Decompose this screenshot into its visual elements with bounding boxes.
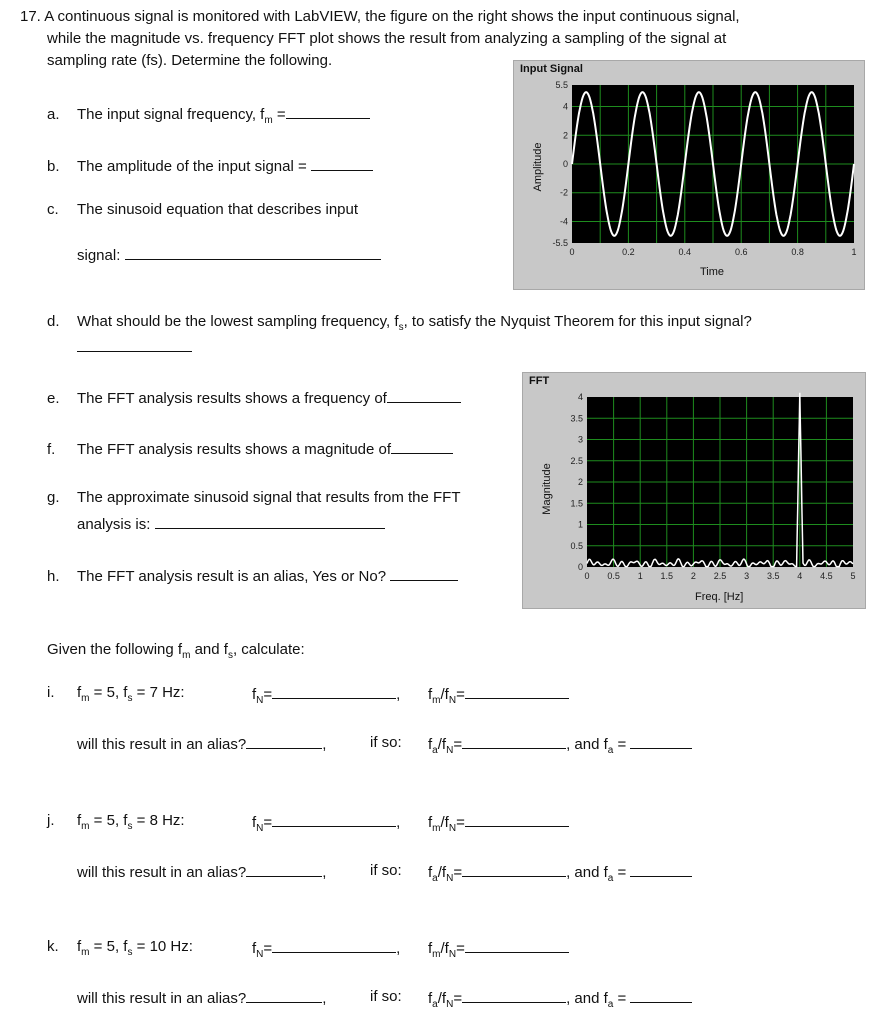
- fft-ytick-label: 2.5: [570, 455, 583, 466]
- comma: ,: [396, 686, 401, 703]
- question-text: analysis is:: [77, 516, 151, 533]
- fft-xtick-label: 1.5: [660, 571, 674, 581]
- alias-answer-blank[interactable]: [246, 862, 322, 877]
- answer-blank-d[interactable]: [77, 336, 192, 352]
- calc-fa-fn: [428, 862, 692, 884]
- subscript: m: [432, 823, 441, 834]
- input-xtick-label: 0.6: [734, 247, 748, 257]
- answer-blank-e[interactable]: [387, 388, 461, 403]
- fft-xtick-label: 0: [584, 571, 590, 581]
- input-xtick-label: 0.2: [622, 247, 635, 257]
- comma: ,: [322, 736, 327, 753]
- fa-fn-answer-blank[interactable]: [462, 862, 566, 877]
- comma: ,: [396, 940, 401, 957]
- fft-xtick-label: 4.5: [820, 571, 833, 581]
- calc-letter: j.: [47, 812, 55, 829]
- calc-fm-fn: [428, 812, 569, 834]
- calc-if-so: if so:: [370, 734, 402, 751]
- input-ytick-label: 4: [562, 101, 568, 112]
- fa-fn-answer-blank[interactable]: [462, 734, 566, 749]
- subscript: N: [446, 873, 454, 884]
- equals: =: [263, 686, 273, 703]
- fft-chart-ylabel: Magnitude: [541, 463, 553, 515]
- fa-fn-label: f: [428, 736, 433, 753]
- fa-answer-blank[interactable]: [630, 862, 692, 877]
- input-ytick-label: -5.5: [552, 238, 568, 248]
- fa-fn-label: /f: [437, 990, 447, 1007]
- input-ytick-label: -4: [559, 216, 568, 227]
- given-line: [47, 641, 305, 661]
- subscript: m: [182, 650, 191, 661]
- subscript: N: [448, 823, 457, 834]
- fa-fn-label: f: [428, 990, 433, 1007]
- fft-xtick-label: 1: [637, 571, 643, 581]
- fm-fn-answer-blank[interactable]: [465, 812, 569, 827]
- subscript: s: [227, 650, 233, 661]
- fm-fn-label: /f: [440, 940, 449, 957]
- fm-fn-label: f: [428, 686, 433, 703]
- question-letter: h.: [47, 568, 60, 585]
- calc-fn: [252, 812, 400, 834]
- question-letter: b.: [47, 158, 60, 175]
- fft-ytick-label: 3: [577, 434, 583, 445]
- fn-label: f: [252, 940, 257, 957]
- subscript: N: [448, 949, 457, 960]
- calc-alias-question: [77, 988, 326, 1007]
- input-ytick-label: -2: [559, 187, 568, 198]
- fa-answer-blank[interactable]: [630, 734, 692, 749]
- fft-ytick-label: 0.5: [570, 540, 583, 551]
- equals: =: [453, 990, 463, 1007]
- alias-question: will this result in an alias?: [77, 736, 247, 753]
- input-xtick-label: 0: [569, 247, 575, 257]
- calc-fs-value: = 8 Hz:: [132, 812, 185, 829]
- alias-question: will this result in an alias?: [77, 864, 247, 881]
- fft-ytick-label: 1.5: [570, 498, 583, 509]
- and-fa-label: , and f: [566, 864, 608, 881]
- answer-blank-c[interactable]: [125, 245, 381, 260]
- fn-answer-blank[interactable]: [272, 938, 396, 953]
- question-f: [47, 439, 453, 458]
- calc-fm-value: = 5, f: [89, 812, 128, 829]
- question-text: The FFT analysis results shows a frequency of: [77, 390, 387, 407]
- fft-chart: [523, 373, 865, 608]
- calc-fm-fn: [428, 938, 569, 960]
- question-c: [47, 201, 358, 218]
- subscript: s: [127, 693, 133, 704]
- fm-fn-label: f: [428, 814, 433, 831]
- calc-fm-label: f: [77, 684, 82, 701]
- question-letter: d.: [47, 313, 60, 330]
- alias-answer-blank[interactable]: [246, 734, 322, 749]
- subscript: N: [446, 999, 454, 1010]
- fm-fn-label: /f: [440, 686, 449, 703]
- calc-fm-value: = 5, f: [89, 684, 128, 701]
- fn-label: f: [252, 686, 257, 703]
- input-xtick-label: 1: [851, 247, 857, 257]
- fft-chart-title: FFT: [529, 375, 550, 387]
- input-chart-title: Input Signal: [520, 63, 583, 75]
- calc-letter: i.: [47, 684, 55, 701]
- subscript: m: [264, 115, 273, 126]
- equals: =: [263, 940, 273, 957]
- calc-fm-fn: [428, 684, 569, 706]
- comma: ,: [396, 814, 401, 831]
- question-d: [47, 313, 752, 333]
- calc-fa-fn: [428, 988, 692, 1010]
- fn-answer-blank[interactable]: [272, 812, 396, 827]
- answer-blank-a[interactable]: [286, 104, 370, 119]
- calc-fs-value: = 7 Hz:: [132, 684, 185, 701]
- question-text: The sinusoid equation that describes input: [77, 201, 359, 218]
- calc-fm-value: = 5, f: [89, 938, 128, 955]
- problem-header-line2: while the magnitude vs. frequency FFT plot shows the result from analyzing a sampling of the signal at: [47, 30, 727, 47]
- input-xtick-label: 0.8: [791, 247, 804, 257]
- subscript: m: [81, 947, 90, 958]
- fa-fn-answer-blank[interactable]: [462, 988, 566, 1003]
- calc-fm-label: f: [77, 938, 82, 955]
- equals: =: [456, 940, 465, 957]
- answer-blank-h[interactable]: [390, 566, 458, 581]
- fn-label: f: [252, 814, 257, 831]
- subscript: N: [446, 745, 454, 756]
- question-letter: f.: [47, 441, 56, 458]
- fm-fn-label: f: [428, 940, 433, 957]
- fm-fn-answer-blank[interactable]: [465, 684, 569, 699]
- calc-fa-fn: [428, 734, 692, 756]
- subscript: m: [81, 693, 90, 704]
- question-text: signal:: [77, 247, 121, 264]
- fft-ytick-label: 4: [577, 392, 583, 402]
- answer-blank-g[interactable]: [155, 514, 385, 529]
- calc-if-so: if so:: [370, 862, 402, 879]
- problem-header-line3: sampling rate (fs). Determine the following.: [47, 52, 333, 69]
- input-chart-ylabel: Amplitude: [532, 142, 544, 192]
- input-signal-chart: [514, 61, 864, 289]
- question-tail: , to satisfy the Nyquist Theorem for this input signal?: [403, 313, 752, 330]
- question-text: The amplitude of the input signal =: [77, 158, 307, 175]
- subscript: a: [607, 873, 614, 884]
- question-text: The approximate sinusoid signal that results from the FFT: [77, 489, 461, 506]
- equals: =: [456, 814, 465, 831]
- calc-row-given: [47, 938, 193, 958]
- and-fa-tail: =: [613, 864, 627, 881]
- subscript: N: [448, 695, 457, 706]
- fa-fn-label: f: [428, 864, 433, 881]
- fm-fn-answer-blank[interactable]: [465, 938, 569, 953]
- question-text: What should be the lowest sampling frequency, f: [77, 313, 399, 330]
- fft-ytick-label: 0: [577, 562, 583, 572]
- and-fa-tail: =: [613, 736, 627, 753]
- question-letter: e.: [47, 390, 60, 407]
- calc-alias-question: [77, 862, 326, 881]
- question-c-line2: [77, 245, 381, 264]
- problem-header-line1: 17. A continuous signal is monitored with LabVIEW, the figure on the right shows the input continuous signal,: [20, 8, 740, 25]
- fa-fn-label: /f: [437, 736, 447, 753]
- fa-fn-label: /f: [437, 864, 447, 881]
- question-text: The input signal frequency, f: [77, 106, 265, 123]
- question-text: The FFT analysis results shows a magnitude of: [77, 441, 392, 458]
- question-letter: a.: [47, 106, 60, 123]
- equals: =: [456, 686, 465, 703]
- given-mid: and f: [190, 641, 228, 658]
- alias-question: will this result in an alias?: [77, 990, 247, 1007]
- subscript: a: [432, 873, 438, 884]
- subscript: N: [256, 823, 264, 834]
- question-h: [47, 566, 458, 585]
- equals: =: [263, 814, 273, 831]
- question-g-line2: [77, 514, 385, 533]
- fft-xtick-label: 2.5: [713, 571, 727, 581]
- fft-chart-xlabel: Freq. [Hz]: [695, 591, 744, 603]
- subscript: m: [432, 695, 441, 706]
- fft-xtick-label: 0.5: [607, 571, 620, 581]
- fft-ytick-label: 2: [577, 477, 583, 487]
- comma: ,: [322, 990, 327, 1007]
- question-b: [47, 156, 373, 175]
- fft-ytick-label: 1: [577, 519, 583, 530]
- given-text: Given the following f: [47, 641, 183, 658]
- given-tail: , calculate:: [232, 641, 305, 658]
- question-letter: c.: [47, 201, 59, 218]
- subscript: a: [432, 999, 438, 1010]
- calc-fm-label: f: [77, 812, 82, 829]
- fft-xtick-label: 4: [797, 571, 803, 581]
- calc-row-given: [47, 812, 185, 832]
- input-xtick-label: 0.4: [678, 247, 692, 257]
- question-a: [47, 104, 370, 126]
- fn-answer-blank[interactable]: [272, 684, 396, 699]
- input-ytick-label: 2: [562, 130, 568, 141]
- question-g: [47, 489, 461, 506]
- equals: =: [453, 864, 463, 881]
- fft-panel: [522, 372, 866, 609]
- fft-xtick-label: 3.5: [766, 571, 780, 581]
- input-signal-panel: [513, 60, 865, 290]
- subscript: N: [256, 949, 264, 960]
- fft-xtick-label: 2: [690, 571, 696, 581]
- fft-xtick-label: 5: [850, 571, 856, 581]
- calc-letter: k.: [47, 938, 59, 955]
- subscript: s: [398, 322, 404, 333]
- alias-answer-blank[interactable]: [246, 988, 322, 1003]
- input-ytick-label: 0: [562, 159, 568, 169]
- and-fa-label: , and f: [566, 990, 608, 1007]
- fa-answer-blank[interactable]: [630, 988, 692, 1003]
- answer-blank-f[interactable]: [391, 439, 453, 454]
- subscript: m: [81, 821, 90, 832]
- and-fa-label: , and f: [566, 736, 608, 753]
- input-ytick-label: 5.5: [555, 80, 568, 90]
- answer-blank-b[interactable]: [311, 156, 373, 171]
- calc-fn: [252, 938, 400, 960]
- fft-xtick-label: 3: [744, 571, 750, 581]
- question-tail: =: [272, 106, 286, 123]
- calc-fs-value: = 10 Hz:: [132, 938, 193, 955]
- calc-fn: [252, 684, 400, 706]
- question-text: The FFT analysis result is an alias, Yes or No?: [77, 568, 387, 585]
- and-fa-tail: =: [613, 990, 627, 1007]
- equals: =: [453, 736, 463, 753]
- input-chart-xlabel: Time: [700, 266, 725, 278]
- subscript: N: [256, 695, 264, 706]
- subscript: m: [432, 949, 441, 960]
- calc-row-given: [47, 684, 185, 704]
- fft-ytick-label: 3.5: [570, 413, 583, 424]
- subscript: a: [607, 999, 614, 1010]
- subscript: a: [607, 745, 614, 756]
- fm-fn-label: /f: [440, 814, 449, 831]
- subscript: a: [432, 745, 438, 756]
- question-letter: g.: [47, 489, 60, 506]
- subscript: s: [127, 947, 133, 958]
- calc-alias-question: [77, 734, 326, 753]
- comma: ,: [322, 864, 327, 881]
- question-e: [47, 388, 461, 407]
- calc-if-so: if so:: [370, 988, 402, 1005]
- subscript: s: [127, 821, 133, 832]
